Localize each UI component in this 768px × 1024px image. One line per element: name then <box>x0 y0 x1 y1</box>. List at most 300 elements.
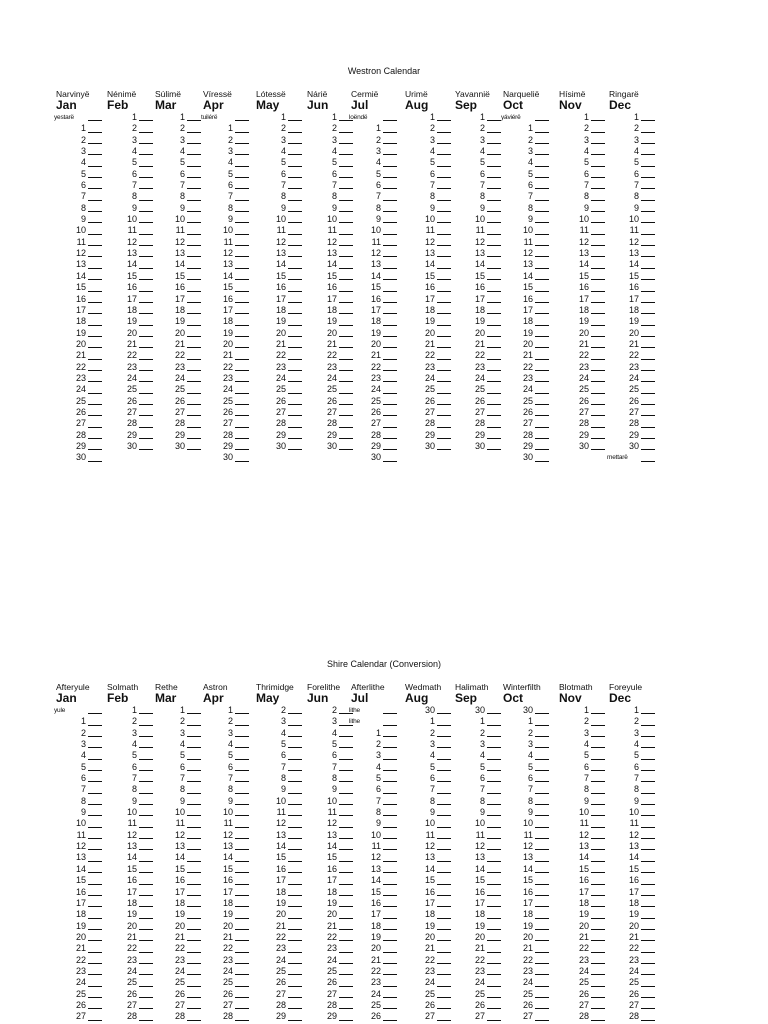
day-blank-line[interactable] <box>235 336 249 337</box>
day-blank-line[interactable] <box>487 415 501 416</box>
day-blank-line[interactable] <box>187 986 201 987</box>
day-blank-line[interactable] <box>591 781 605 782</box>
day-blank-line[interactable] <box>591 427 605 428</box>
day-blank-line[interactable] <box>487 747 501 748</box>
day-blank-line[interactable] <box>641 120 655 121</box>
day-blank-line[interactable] <box>383 918 397 919</box>
day-blank-line[interactable] <box>383 234 397 235</box>
day-blank-line[interactable] <box>591 974 605 975</box>
day-blank-line[interactable] <box>591 415 605 416</box>
day-blank-line[interactable] <box>88 952 102 953</box>
day-blank-line[interactable] <box>487 268 501 269</box>
day-blank-line[interactable] <box>235 404 249 405</box>
day-blank-line[interactable] <box>235 725 249 726</box>
day-blank-line[interactable] <box>591 268 605 269</box>
day-blank-line[interactable] <box>187 132 201 133</box>
day-blank-line[interactable] <box>139 143 153 144</box>
day-blank-line[interactable] <box>591 838 605 839</box>
day-blank-line[interactable] <box>187 438 201 439</box>
day-blank-line[interactable] <box>535 827 549 828</box>
day-blank-line[interactable] <box>641 815 655 816</box>
day-blank-line[interactable] <box>139 747 153 748</box>
day-blank-line[interactable] <box>641 725 655 726</box>
day-blank-line[interactable] <box>187 143 201 144</box>
day-blank-line[interactable] <box>487 849 501 850</box>
day-blank-line[interactable] <box>139 781 153 782</box>
day-blank-line[interactable] <box>383 132 397 133</box>
day-blank-line[interactable] <box>88 132 102 133</box>
day-blank-line[interactable] <box>383 793 397 794</box>
day-blank-line[interactable] <box>187 872 201 873</box>
day-blank-line[interactable] <box>187 291 201 292</box>
day-blank-line[interactable] <box>187 166 201 167</box>
day-blank-line[interactable] <box>235 347 249 348</box>
day-blank-line[interactable] <box>591 393 605 394</box>
day-blank-line[interactable] <box>187 211 201 212</box>
day-blank-line[interactable] <box>88 725 102 726</box>
day-blank-line[interactable] <box>437 279 451 280</box>
day-blank-line[interactable] <box>235 415 249 416</box>
day-blank-line[interactable] <box>288 997 302 998</box>
day-blank-line[interactable] <box>591 234 605 235</box>
day-blank-line[interactable] <box>235 211 249 212</box>
day-blank-line[interactable] <box>487 234 501 235</box>
day-blank-line[interactable] <box>591 713 605 714</box>
day-blank-line[interactable] <box>641 415 655 416</box>
day-blank-line[interactable] <box>288 234 302 235</box>
day-blank-line[interactable] <box>437 974 451 975</box>
day-blank-line[interactable] <box>591 793 605 794</box>
day-blank-line[interactable] <box>487 166 501 167</box>
day-blank-line[interactable] <box>383 940 397 941</box>
day-blank-line[interactable] <box>437 200 451 201</box>
day-blank-line[interactable] <box>187 313 201 314</box>
day-blank-line[interactable] <box>187 963 201 964</box>
day-blank-line[interactable] <box>437 906 451 907</box>
day-blank-line[interactable] <box>591 747 605 748</box>
day-blank-line[interactable] <box>235 872 249 873</box>
day-blank-line[interactable] <box>88 325 102 326</box>
day-blank-line[interactable] <box>383 906 397 907</box>
day-blank-line[interactable] <box>641 438 655 439</box>
day-blank-line[interactable] <box>88 279 102 280</box>
day-blank-line[interactable] <box>535 302 549 303</box>
day-blank-line[interactable] <box>139 427 153 428</box>
day-blank-line[interactable] <box>187 781 201 782</box>
day-blank-line[interactable] <box>641 838 655 839</box>
day-blank-line[interactable] <box>641 404 655 405</box>
day-blank-line[interactable] <box>88 359 102 360</box>
day-blank-line[interactable] <box>139 325 153 326</box>
day-blank-line[interactable] <box>139 759 153 760</box>
day-blank-line[interactable] <box>88 815 102 816</box>
day-blank-line[interactable] <box>487 861 501 862</box>
day-blank-line[interactable] <box>187 974 201 975</box>
day-blank-line[interactable] <box>88 872 102 873</box>
day-blank-line[interactable] <box>535 861 549 862</box>
day-blank-line[interactable] <box>383 166 397 167</box>
day-blank-line[interactable] <box>641 245 655 246</box>
day-blank-line[interactable] <box>487 906 501 907</box>
day-blank-line[interactable] <box>487 177 501 178</box>
day-blank-line[interactable] <box>88 747 102 748</box>
day-blank-line[interactable] <box>641 177 655 178</box>
day-blank-line[interactable] <box>487 404 501 405</box>
day-blank-line[interactable] <box>235 940 249 941</box>
day-blank-line[interactable] <box>187 381 201 382</box>
day-blank-line[interactable] <box>139 449 153 450</box>
day-blank-line[interactable] <box>139 438 153 439</box>
day-blank-line[interactable] <box>288 302 302 303</box>
day-blank-line[interactable] <box>187 222 201 223</box>
day-blank-line[interactable] <box>235 759 249 760</box>
day-blank-line[interactable] <box>88 461 102 462</box>
day-blank-line[interactable] <box>88 884 102 885</box>
day-blank-line[interactable] <box>591 291 605 292</box>
day-blank-line[interactable] <box>187 393 201 394</box>
day-blank-line[interactable] <box>535 325 549 326</box>
day-blank-line[interactable] <box>591 177 605 178</box>
day-blank-line[interactable] <box>641 291 655 292</box>
day-blank-line[interactable] <box>487 1020 501 1021</box>
day-blank-line[interactable] <box>487 313 501 314</box>
day-blank-line[interactable] <box>139 256 153 257</box>
day-blank-line[interactable] <box>641 770 655 771</box>
day-blank-line[interactable] <box>437 940 451 941</box>
day-blank-line[interactable] <box>139 804 153 805</box>
day-blank-line[interactable] <box>437 759 451 760</box>
day-blank-line[interactable] <box>591 1008 605 1009</box>
day-blank-line[interactable] <box>641 759 655 760</box>
day-blank-line[interactable] <box>437 302 451 303</box>
day-blank-line[interactable] <box>187 736 201 737</box>
day-blank-line[interactable] <box>288 725 302 726</box>
day-blank-line[interactable] <box>641 449 655 450</box>
day-blank-line[interactable] <box>235 268 249 269</box>
day-blank-line[interactable] <box>641 381 655 382</box>
day-blank-line[interactable] <box>641 234 655 235</box>
day-blank-line[interactable] <box>235 359 249 360</box>
day-blank-line[interactable] <box>288 804 302 805</box>
day-blank-line[interactable] <box>535 132 549 133</box>
day-blank-line[interactable] <box>288 404 302 405</box>
day-blank-line[interactable] <box>383 325 397 326</box>
day-blank-line[interactable] <box>535 245 549 246</box>
day-blank-line[interactable] <box>535 268 549 269</box>
day-blank-line[interactable] <box>187 940 201 941</box>
day-blank-line[interactable] <box>437 793 451 794</box>
day-blank-line[interactable] <box>88 245 102 246</box>
day-blank-line[interactable] <box>383 997 397 998</box>
day-blank-line[interactable] <box>437 415 451 416</box>
day-blank-line[interactable] <box>187 245 201 246</box>
day-blank-line[interactable] <box>235 177 249 178</box>
day-blank-line[interactable] <box>187 154 201 155</box>
day-blank-line[interactable] <box>187 188 201 189</box>
day-blank-line[interactable] <box>591 222 605 223</box>
day-blank-line[interactable] <box>437 245 451 246</box>
day-blank-line[interactable] <box>88 713 102 714</box>
day-blank-line[interactable] <box>383 815 397 816</box>
day-blank-line[interactable] <box>641 200 655 201</box>
day-blank-line[interactable] <box>641 222 655 223</box>
day-blank-line[interactable] <box>383 872 397 873</box>
day-blank-line[interactable] <box>88 120 102 121</box>
day-blank-line[interactable] <box>88 974 102 975</box>
day-blank-line[interactable] <box>437 884 451 885</box>
day-blank-line[interactable] <box>591 381 605 382</box>
day-blank-line[interactable] <box>487 200 501 201</box>
day-blank-line[interactable] <box>641 427 655 428</box>
day-blank-line[interactable] <box>591 188 605 189</box>
day-blank-line[interactable] <box>288 963 302 964</box>
day-blank-line[interactable] <box>88 770 102 771</box>
day-blank-line[interactable] <box>437 325 451 326</box>
day-blank-line[interactable] <box>187 268 201 269</box>
day-blank-line[interactable] <box>235 154 249 155</box>
day-blank-line[interactable] <box>139 188 153 189</box>
day-blank-line[interactable] <box>437 770 451 771</box>
day-blank-line[interactable] <box>487 336 501 337</box>
day-blank-line[interactable] <box>383 438 397 439</box>
day-blank-line[interactable] <box>235 1008 249 1009</box>
day-blank-line[interactable] <box>88 234 102 235</box>
day-blank-line[interactable] <box>591 336 605 337</box>
day-blank-line[interactable] <box>383 449 397 450</box>
day-blank-line[interactable] <box>187 325 201 326</box>
day-blank-line[interactable] <box>641 359 655 360</box>
day-blank-line[interactable] <box>288 143 302 144</box>
day-blank-line[interactable] <box>535 838 549 839</box>
day-blank-line[interactable] <box>235 200 249 201</box>
day-blank-line[interactable] <box>383 838 397 839</box>
day-blank-line[interactable] <box>383 884 397 885</box>
day-blank-line[interactable] <box>139 974 153 975</box>
day-blank-line[interactable] <box>437 449 451 450</box>
day-blank-line[interactable] <box>235 952 249 953</box>
day-blank-line[interactable] <box>88 166 102 167</box>
day-blank-line[interactable] <box>187 359 201 360</box>
day-blank-line[interactable] <box>641 963 655 964</box>
day-blank-line[interactable] <box>535 781 549 782</box>
day-blank-line[interactable] <box>88 222 102 223</box>
day-blank-line[interactable] <box>641 143 655 144</box>
day-blank-line[interactable] <box>535 963 549 964</box>
day-blank-line[interactable] <box>88 381 102 382</box>
day-blank-line[interactable] <box>235 370 249 371</box>
day-blank-line[interactable] <box>487 188 501 189</box>
day-blank-line[interactable] <box>139 245 153 246</box>
day-blank-line[interactable] <box>139 177 153 178</box>
day-blank-line[interactable] <box>288 313 302 314</box>
day-blank-line[interactable] <box>288 325 302 326</box>
day-blank-line[interactable] <box>487 827 501 828</box>
day-blank-line[interactable] <box>288 132 302 133</box>
day-blank-line[interactable] <box>288 759 302 760</box>
day-blank-line[interactable] <box>591 861 605 862</box>
day-blank-line[interactable] <box>139 940 153 941</box>
day-blank-line[interactable] <box>383 347 397 348</box>
day-blank-line[interactable] <box>641 940 655 941</box>
day-blank-line[interactable] <box>535 222 549 223</box>
day-blank-line[interactable] <box>535 381 549 382</box>
day-blank-line[interactable] <box>383 974 397 975</box>
day-blank-line[interactable] <box>535 747 549 748</box>
day-blank-line[interactable] <box>487 804 501 805</box>
day-blank-line[interactable] <box>139 166 153 167</box>
day-blank-line[interactable] <box>235 793 249 794</box>
day-blank-line[interactable] <box>139 997 153 998</box>
day-blank-line[interactable] <box>591 725 605 726</box>
day-blank-line[interactable] <box>383 929 397 930</box>
day-blank-line[interactable] <box>591 849 605 850</box>
day-blank-line[interactable] <box>235 120 249 121</box>
day-blank-line[interactable] <box>535 427 549 428</box>
day-blank-line[interactable] <box>187 838 201 839</box>
day-blank-line[interactable] <box>187 1008 201 1009</box>
day-blank-line[interactable] <box>288 438 302 439</box>
day-blank-line[interactable] <box>288 154 302 155</box>
day-blank-line[interactable] <box>288 449 302 450</box>
day-blank-line[interactable] <box>591 279 605 280</box>
day-blank-line[interactable] <box>187 918 201 919</box>
day-blank-line[interactable] <box>235 838 249 839</box>
day-blank-line[interactable] <box>591 132 605 133</box>
day-blank-line[interactable] <box>641 974 655 975</box>
day-blank-line[interactable] <box>288 120 302 121</box>
day-blank-line[interactable] <box>235 1020 249 1021</box>
day-blank-line[interactable] <box>535 974 549 975</box>
day-blank-line[interactable] <box>235 461 249 462</box>
day-blank-line[interactable] <box>139 827 153 828</box>
day-blank-line[interactable] <box>535 929 549 930</box>
day-blank-line[interactable] <box>641 713 655 714</box>
day-blank-line[interactable] <box>383 827 397 828</box>
day-blank-line[interactable] <box>235 906 249 907</box>
day-blank-line[interactable] <box>288 770 302 771</box>
day-blank-line[interactable] <box>487 986 501 987</box>
day-blank-line[interactable] <box>235 438 249 439</box>
day-blank-line[interactable] <box>641 461 655 462</box>
day-blank-line[interactable] <box>535 770 549 771</box>
day-blank-line[interactable] <box>591 449 605 450</box>
day-blank-line[interactable] <box>187 747 201 748</box>
day-blank-line[interactable] <box>235 815 249 816</box>
day-blank-line[interactable] <box>535 1008 549 1009</box>
day-blank-line[interactable] <box>288 952 302 953</box>
day-blank-line[interactable] <box>235 313 249 314</box>
day-blank-line[interactable] <box>487 120 501 121</box>
day-blank-line[interactable] <box>535 143 549 144</box>
day-blank-line[interactable] <box>288 200 302 201</box>
day-blank-line[interactable] <box>591 347 605 348</box>
day-blank-line[interactable] <box>88 370 102 371</box>
day-blank-line[interactable] <box>591 906 605 907</box>
day-blank-line[interactable] <box>487 952 501 953</box>
day-blank-line[interactable] <box>383 725 397 726</box>
day-blank-line[interactable] <box>383 302 397 303</box>
day-blank-line[interactable] <box>288 918 302 919</box>
day-blank-line[interactable] <box>187 759 201 760</box>
day-blank-line[interactable] <box>487 370 501 371</box>
day-blank-line[interactable] <box>187 952 201 953</box>
day-blank-line[interactable] <box>437 997 451 998</box>
day-blank-line[interactable] <box>437 268 451 269</box>
day-blank-line[interactable] <box>591 895 605 896</box>
day-blank-line[interactable] <box>591 154 605 155</box>
day-blank-line[interactable] <box>487 963 501 964</box>
day-blank-line[interactable] <box>187 370 201 371</box>
day-blank-line[interactable] <box>383 313 397 314</box>
day-blank-line[interactable] <box>437 872 451 873</box>
day-blank-line[interactable] <box>235 747 249 748</box>
day-blank-line[interactable] <box>383 222 397 223</box>
day-blank-line[interactable] <box>437 177 451 178</box>
day-blank-line[interactable] <box>535 415 549 416</box>
day-blank-line[interactable] <box>487 427 501 428</box>
day-blank-line[interactable] <box>641 861 655 862</box>
day-blank-line[interactable] <box>139 393 153 394</box>
day-blank-line[interactable] <box>437 895 451 896</box>
day-blank-line[interactable] <box>139 793 153 794</box>
day-blank-line[interactable] <box>487 895 501 896</box>
day-blank-line[interactable] <box>88 256 102 257</box>
day-blank-line[interactable] <box>487 143 501 144</box>
day-blank-line[interactable] <box>88 929 102 930</box>
day-blank-line[interactable] <box>187 336 201 337</box>
day-blank-line[interactable] <box>235 381 249 382</box>
day-blank-line[interactable] <box>139 872 153 873</box>
day-blank-line[interactable] <box>535 438 549 439</box>
day-blank-line[interactable] <box>591 986 605 987</box>
day-blank-line[interactable] <box>139 211 153 212</box>
day-blank-line[interactable] <box>641 1008 655 1009</box>
day-blank-line[interactable] <box>235 132 249 133</box>
day-blank-line[interactable] <box>235 279 249 280</box>
day-blank-line[interactable] <box>535 234 549 235</box>
day-blank-line[interactable] <box>139 895 153 896</box>
day-blank-line[interactable] <box>187 427 201 428</box>
day-blank-line[interactable] <box>383 895 397 896</box>
day-blank-line[interactable] <box>383 245 397 246</box>
day-blank-line[interactable] <box>591 929 605 930</box>
day-blank-line[interactable] <box>288 974 302 975</box>
day-blank-line[interactable] <box>88 986 102 987</box>
day-blank-line[interactable] <box>88 895 102 896</box>
day-blank-line[interactable] <box>187 884 201 885</box>
day-blank-line[interactable] <box>641 872 655 873</box>
day-blank-line[interactable] <box>88 804 102 805</box>
day-blank-line[interactable] <box>437 929 451 930</box>
day-blank-line[interactable] <box>591 1020 605 1021</box>
day-blank-line[interactable] <box>383 256 397 257</box>
day-blank-line[interactable] <box>187 279 201 280</box>
day-blank-line[interactable] <box>641 347 655 348</box>
day-blank-line[interactable] <box>591 815 605 816</box>
day-blank-line[interactable] <box>487 359 501 360</box>
day-blank-line[interactable] <box>437 1020 451 1021</box>
day-blank-line[interactable] <box>235 861 249 862</box>
day-blank-line[interactable] <box>591 302 605 303</box>
day-blank-line[interactable] <box>88 997 102 998</box>
day-blank-line[interactable] <box>591 166 605 167</box>
day-blank-line[interactable] <box>235 222 249 223</box>
day-blank-line[interactable] <box>383 713 397 714</box>
day-blank-line[interactable] <box>288 279 302 280</box>
day-blank-line[interactable] <box>487 256 501 257</box>
day-blank-line[interactable] <box>641 929 655 930</box>
day-blank-line[interactable] <box>383 427 397 428</box>
